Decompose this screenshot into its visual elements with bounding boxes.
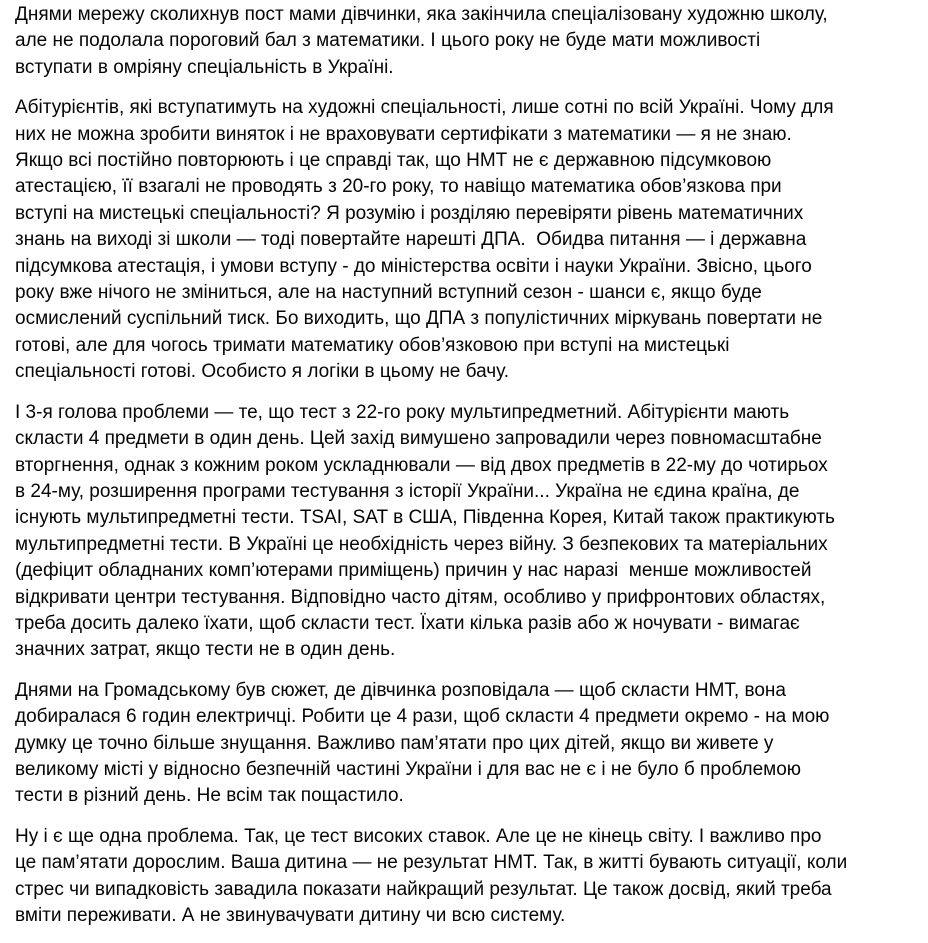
paragraph-4 xyxy=(15,678,921,810)
text-line: добиралася 6 годин електричці. Робити це 4 рази, щоб скласти 4 предмети окремо - на мою xyxy=(15,706,830,728)
text-line: вторгнення, однак з кожним роком ускладнювали — від двох предметів в 22-му до чотирьох xyxy=(15,454,828,476)
paragraph-5 xyxy=(15,824,921,930)
text-line: готові, але для чогось тримати математику обов’язковою при вступі на мистецькі xyxy=(15,334,730,356)
text-line: вміти переживати. А не звинувачувати дитину чи всю систему. xyxy=(15,905,566,926)
text-line: атестацією, її взагалі не проводять з 20-го року, то навіщо математика обов’язкова при xyxy=(15,176,782,198)
text-line: них не можна зробити виняток і не враховувати сертифікати з математики — я не знаю. xyxy=(15,123,792,145)
paragraph-2 xyxy=(15,95,921,385)
text-line: тести в різний день. Не всім так пощастило. xyxy=(15,785,404,807)
text-line: Днями мережу сколихнув пост мами дівчинки, яка закінчила спеціалізовану художню школу, xyxy=(15,4,828,25)
text-line: це пам’ятати дорослим. Ваша дитина — не результат НМТ. Так, в житті бувають ситуації, коли xyxy=(15,852,848,874)
text-line: в 24-му, розширення програми тестування з історії України... Україна не єдина країна, де xyxy=(15,480,800,502)
text-line: Якщо всі постійно повторюють і це справді так, що НМТ не є державною підсумковою xyxy=(15,150,772,172)
text-line: І 3-я голова проблеми — те, що тест з 22-го року мультипредметний. Абітурієнти мають xyxy=(15,401,790,423)
text-line: осмислений суспільний тиск. Бо виходить, що ДПА з популістичних міркувань повертати не xyxy=(15,308,823,330)
text-line: спеціальності готові. Особисто я логіки в цьому не бачу. xyxy=(15,361,510,383)
text-line: треба досить далеко їхати, щоб скласти тест. Їхати кілька разів або ж ночувати - вимагає xyxy=(15,612,800,634)
text-line: вступі на мистецькі спеціальності? Я розумію і розділяю перевіряти рівень математичних xyxy=(15,202,804,224)
text-line: Абітурієнтів, які вступатимуть на художні спеціальності, лише сотні по всій Україні. Чому для xyxy=(15,97,834,119)
text-line: скласти 4 предмети в один день. Цей захід вимушено запровадили через повномасштабне xyxy=(15,428,822,450)
text-line: Днями на Громадському був сюжет, де дівчинка розповідала — щоб скласти НМТ, вона xyxy=(15,679,786,701)
text-line: але не подолала пороговий бал з математики. І цього року не буде мати можливості xyxy=(15,30,761,52)
text-line: знань на виході зі школи — тоді повертайте нарешті ДПА. Обидва питання — і державна xyxy=(15,229,807,251)
text-line: мультипредметні тести. В Україні це необхідність через війну. З безпекових та матеріальних xyxy=(15,533,828,555)
text-line: думку це точно більше знущання. Важливо пам’ятати про цих дітей, якщо ви живете у xyxy=(15,732,774,754)
text-line: стрес чи випадковість завадила показати найкращий результат. Це також досвід, який треба xyxy=(15,878,832,900)
post-text xyxy=(15,2,921,943)
paragraph-3 xyxy=(15,400,921,664)
text-line: існують мультипредметні тести. TSAI, SAT в США, Південна Корея, Китай також практикують xyxy=(15,507,835,529)
text-line: року вже нічого не зміниться, але на наступний вступний сезон - шанси є, якщо буде xyxy=(15,282,762,304)
text-line: (дефіцит обладнаних комп’ютерами приміщень) причин у нас наразі менше можливостей xyxy=(15,560,812,582)
text-line: значних затрат, якщо тести не в один день. xyxy=(15,639,396,661)
text-line: вступати в омріяну спеціальність в Україні. xyxy=(15,56,394,78)
text-line: великому місті у відносно безпечній частині України і для вас не є і не було б проблемою xyxy=(15,758,802,780)
text-line: Ну і є ще одна проблема. Так, це тест високих ставок. Але це не кінець світу. І важливо про xyxy=(15,825,822,847)
text-line: підсумкова атестація, і умови вступу - до міністерства освіти і науки України. Звісно, цього xyxy=(15,255,812,277)
text-line: відкривати центри тестування. Відповідно часто дітям, особливо у прифронтових областях, xyxy=(15,586,826,608)
paragraph-1 xyxy=(15,2,921,81)
